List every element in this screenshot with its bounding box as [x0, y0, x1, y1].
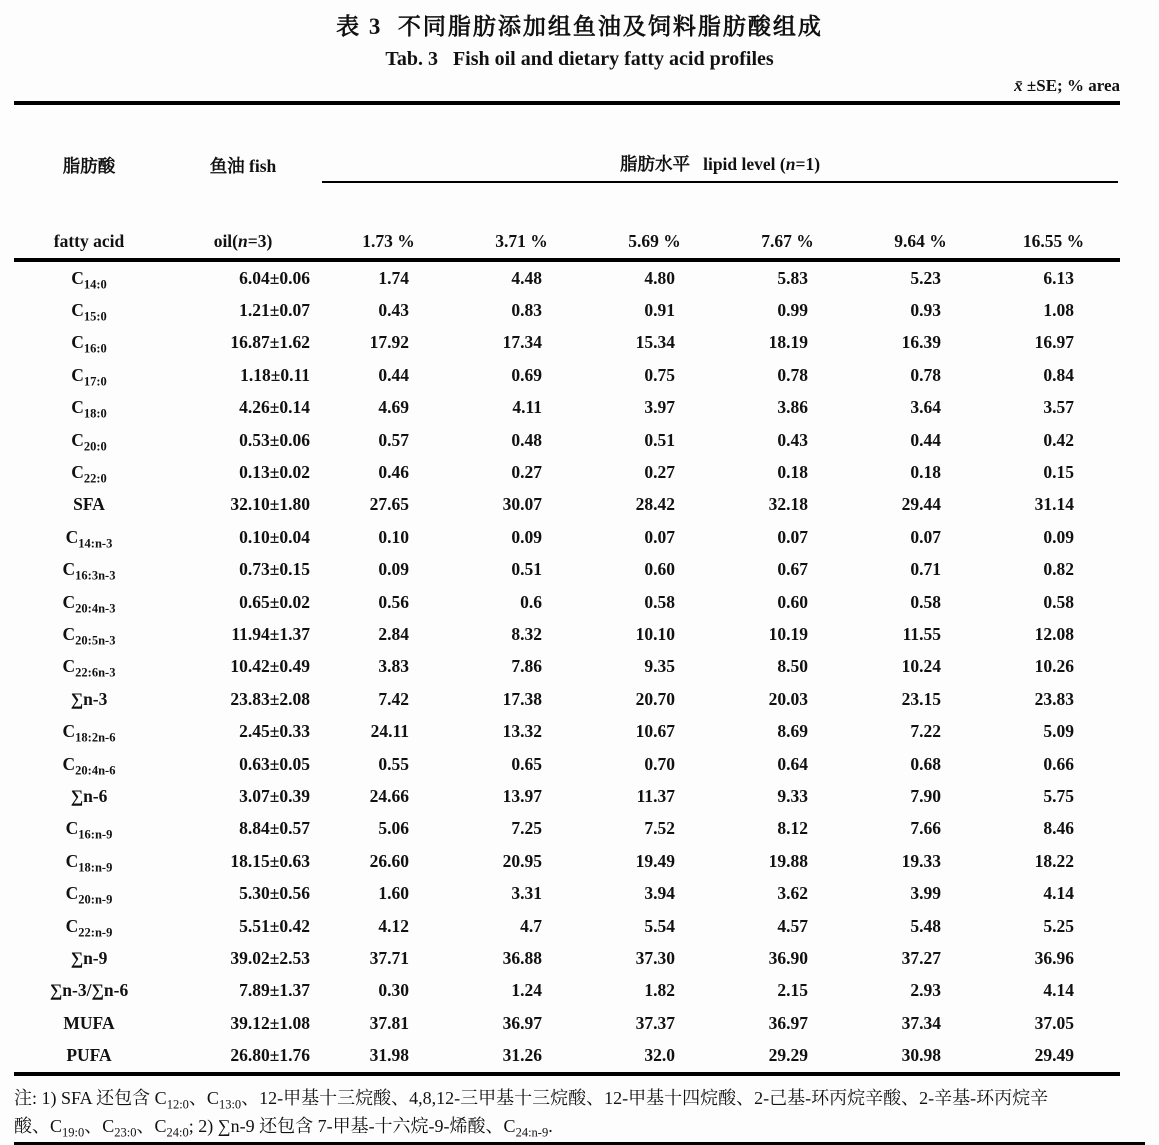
lipid-value: 19.49	[635, 850, 675, 871]
row-label: ∑n-3	[70, 688, 108, 709]
lipid-value: 17.34	[502, 332, 542, 353]
row-label: $C_{15:0}$	[71, 300, 107, 324]
lipid-value: 0.6	[520, 591, 542, 612]
header-row-top	[14, 103, 1120, 225]
lipid-value: 7.25	[511, 818, 542, 839]
fish-oil-value: 5.51±0.42	[239, 915, 310, 936]
table-row	[14, 260, 1120, 294]
lipid-value: 0.10	[378, 526, 409, 547]
table-row	[14, 877, 1120, 909]
table-row	[14, 975, 1120, 1007]
lipid-value: 5.83	[777, 267, 808, 288]
lipid-value: 32.0	[644, 1045, 675, 1066]
lipid-value: 23.15	[901, 688, 941, 709]
row-label: $C_{16:n-9}$	[65, 818, 113, 842]
fish-oil-value: 11.94±1.37	[231, 623, 310, 644]
lipid-value: 8.12	[777, 818, 808, 839]
lipid-value: 0.09	[378, 559, 409, 580]
lipid-value: 8.46	[1043, 818, 1074, 839]
fish-oil-value: 0.73±0.15	[239, 559, 310, 580]
lipid-value: 6.13	[1043, 267, 1074, 288]
lipid-value: 36.88	[502, 947, 542, 968]
row-label: $C_{22:n-9}$	[65, 915, 113, 939]
lipid-value: 2.84	[378, 623, 409, 644]
lipid-value: 8.32	[511, 623, 542, 644]
header-lipid-level-1: 1.73 %	[362, 231, 415, 251]
lipid-value: 3.31	[511, 883, 542, 904]
lipid-value: 5.75	[1043, 785, 1074, 806]
lipid-value: 0.46	[378, 462, 409, 483]
lipid-value: 0.07	[777, 526, 808, 547]
lipid-value: 0.43	[378, 300, 409, 321]
table-row	[14, 748, 1120, 780]
table-row	[14, 1039, 1120, 1073]
lipid-value: 37.30	[635, 947, 675, 968]
lipid-value: 15.34	[635, 332, 675, 353]
lipid-value: 0.78	[777, 364, 808, 385]
table-row	[14, 294, 1120, 326]
header-lipid-level-5: 9.64 %	[894, 231, 947, 251]
lipid-value: 36.97	[502, 1012, 542, 1033]
lipid-value: 18.19	[768, 332, 808, 353]
table-row	[14, 327, 1120, 359]
row-label: $C_{18:n-9}$	[65, 850, 113, 875]
lipid-value: 0.44	[910, 429, 941, 450]
table-row	[14, 1007, 1120, 1039]
lipid-value: 0.55	[378, 753, 409, 774]
lipid-value: 5.54	[644, 915, 675, 936]
lipid-value: 29.29	[768, 1045, 808, 1066]
lipid-value: 0.99	[777, 300, 808, 321]
header-fish-oil-line1: 鱼油 fish	[209, 155, 277, 176]
lipid-value: 7.66	[910, 818, 941, 839]
lipid-value: 0.18	[910, 462, 941, 483]
lipid-value: 37.81	[369, 1012, 409, 1033]
lipid-value: 3.97	[644, 397, 675, 418]
table-body	[14, 260, 1120, 1074]
lipid-value: 37.34	[901, 1012, 941, 1033]
lipid-value: 3.57	[1043, 397, 1074, 418]
lipid-value: 10.19	[768, 623, 808, 644]
row-label: $C_{20:n-9}$	[65, 883, 113, 907]
fish-oil-value: 3.07±0.39	[239, 785, 310, 806]
lipid-value: 0.60	[644, 559, 675, 580]
lipid-value: 24.11	[370, 721, 409, 742]
table-row	[14, 392, 1120, 424]
lipid-value: 0.91	[644, 300, 675, 321]
lipid-value: 4.48	[511, 267, 542, 288]
lipid-value: 4.69	[378, 397, 409, 418]
fish-oil-value: 23.83±2.08	[230, 688, 310, 709]
lipid-value: 3.83	[378, 656, 409, 677]
lipid-value: 3.64	[910, 397, 941, 418]
fish-oil-value: 18.15±0.63	[230, 850, 310, 871]
row-label: ∑n-3/∑n-6	[49, 980, 129, 1001]
footnote	[14, 1084, 1145, 1140]
lipid-value: 17.92	[369, 332, 409, 353]
lipid-value: 0.18	[777, 462, 808, 483]
table-row	[14, 424, 1120, 456]
lipid-value: 3.94	[644, 883, 675, 904]
table-row	[14, 521, 1120, 553]
lipid-value: 4.11	[512, 397, 542, 418]
table-row	[14, 813, 1120, 845]
lipid-value: 8.69	[777, 721, 808, 742]
table-row	[14, 651, 1120, 683]
lipid-value: 0.44	[378, 364, 409, 385]
lipid-value: 0.57	[378, 429, 409, 450]
lipid-value: 0.07	[910, 526, 941, 547]
fish-oil-value: 1.21±0.07	[239, 300, 310, 321]
lipid-value: 0.78	[910, 364, 941, 385]
table-row	[14, 456, 1120, 488]
table-row	[14, 845, 1120, 877]
lipid-value: 7.86	[511, 656, 542, 677]
table-row	[14, 910, 1120, 942]
lipid-value: 9.35	[644, 656, 675, 677]
footnote-line-2: 酸、$C_{19:0}$、$C_{23:0}$、$C_{24:0}$; 2) ∑n-9 还包含 7-甲基-十六烷-9-烯酸、$C_{24:n-9}$.	[14, 1115, 553, 1140]
lipid-value: 1.24	[511, 980, 542, 1001]
lipid-value: 5.25	[1043, 915, 1074, 936]
lipid-value: 4.14	[1043, 980, 1074, 1001]
lipid-value: 0.83	[511, 300, 542, 321]
fish-oil-value: 0.63±0.05	[239, 753, 310, 774]
row-label: $C_{20:4n-3}$	[62, 591, 116, 616]
lipid-value: 19.33	[901, 850, 941, 871]
header-row-bottom	[14, 225, 1120, 260]
lipid-value: 9.33	[777, 785, 808, 806]
lipid-value: 4.57	[777, 915, 808, 936]
table-title-en: Tab. 3 Fish oil and dietary fatty acid profiles	[385, 48, 774, 70]
lipid-value: 0.58	[644, 591, 675, 612]
lipid-value: 0.15	[1043, 462, 1074, 483]
fish-oil-value: 0.53±0.06	[239, 429, 310, 450]
fish-oil-value: 2.45±0.33	[239, 721, 310, 742]
lipid-value: 0.84	[1043, 364, 1074, 385]
fish-oil-value: 5.30±0.56	[239, 883, 310, 904]
lipid-value: 5.48	[910, 915, 941, 936]
lipid-value: 2.93	[910, 980, 941, 1001]
row-label: SFA	[73, 494, 105, 515]
bottom-rule	[14, 1142, 1145, 1145]
lipid-value: 36.96	[1034, 947, 1074, 968]
lipid-value: 20.03	[768, 688, 808, 709]
lipid-value: 0.51	[511, 559, 542, 580]
table-row	[14, 359, 1120, 391]
lipid-value: 30.98	[901, 1045, 941, 1066]
lipid-value: 0.58	[1043, 591, 1074, 612]
lipid-value: 16.97	[1034, 332, 1074, 353]
lipid-value: 0.69	[511, 364, 542, 385]
lipid-value: 0.75	[644, 364, 675, 385]
lipid-value: 5.09	[1043, 721, 1074, 742]
table-row	[14, 715, 1120, 747]
lipid-value: 16.39	[901, 332, 941, 353]
lipid-value: 0.27	[644, 462, 675, 483]
lipid-value: 18.22	[1034, 850, 1074, 871]
header-lipid-level-2: 3.71 %	[495, 231, 548, 251]
lipid-value: 0.58	[910, 591, 941, 612]
row-label: $C_{20:5n-3}$	[62, 623, 116, 648]
header-lipid-level-3: 5.69 %	[628, 231, 681, 251]
lipid-value: 3.86	[777, 397, 808, 418]
lipid-value: 24.66	[369, 785, 409, 806]
row-label: $C_{16:0}$	[71, 332, 107, 356]
row-label: $C_{14:n-3}$	[65, 526, 113, 551]
lipid-value: 7.42	[378, 688, 409, 709]
row-label: PUFA	[66, 1045, 112, 1066]
lipid-value: 4.80	[644, 267, 675, 288]
lipid-value: 37.05	[1034, 1012, 1074, 1033]
lipid-value: 1.08	[1043, 300, 1074, 321]
lipid-value: 37.27	[901, 947, 941, 968]
fatty-acid-table	[14, 101, 1120, 1076]
lipid-value: 8.50	[777, 656, 808, 677]
lipid-value: 19.88	[768, 850, 808, 871]
lipid-value: 11.37	[636, 785, 675, 806]
lipid-value: 2.15	[777, 980, 808, 1001]
lipid-value: 27.65	[369, 494, 409, 515]
lipid-value: 1.82	[644, 980, 675, 1001]
lipid-value: 4.7	[520, 915, 542, 936]
lipid-value: 4.12	[378, 915, 409, 936]
lipid-value: 13.97	[502, 785, 542, 806]
header-lipid-level-4: 7.67 %	[761, 231, 814, 251]
lipid-value: 0.56	[378, 591, 409, 612]
fish-oil-value: 16.87±1.62	[230, 332, 310, 353]
fish-oil-value: 7.89±1.37	[239, 980, 310, 1001]
fish-oil-value: 39.02±2.53	[230, 947, 310, 968]
lipid-value: 37.71	[369, 947, 409, 968]
lipid-value: 5.06	[378, 818, 409, 839]
table-row	[14, 586, 1120, 618]
lipid-value: 36.90	[768, 947, 808, 968]
table-row	[14, 683, 1120, 715]
unit-note: x̄ ±SE; % area	[1014, 76, 1120, 95]
lipid-value: 7.90	[910, 785, 941, 806]
row-label: MUFA	[63, 1012, 115, 1033]
lipid-value: 0.30	[378, 980, 409, 1001]
lipid-value: 0.60	[777, 591, 808, 612]
lipid-value: 17.38	[502, 688, 542, 709]
lipid-value: 5.23	[910, 267, 941, 288]
lipid-value: 4.14	[1043, 883, 1074, 904]
lipid-value: 0.42	[1043, 429, 1074, 450]
fish-oil-value: 8.84±0.57	[239, 818, 310, 839]
header-fatty-acid-en: fatty acid	[53, 231, 125, 251]
table-row	[14, 618, 1120, 650]
row-label: $C_{20:4n-6}$	[62, 753, 116, 778]
header-fatty-acid-zh: 脂肪酸	[62, 155, 116, 176]
header-lipid-level-6: 16.55 %	[1022, 231, 1085, 251]
lipid-value: 10.24	[901, 656, 941, 677]
row-label: ∑n-6	[70, 785, 108, 806]
lipid-value: 30.07	[502, 494, 542, 515]
row-label: $C_{20:0}$	[71, 429, 107, 454]
table-row	[14, 554, 1120, 586]
lipid-value: 0.09	[511, 526, 542, 547]
lipid-value: 10.67	[635, 721, 675, 742]
header-lipid-level-group	[322, 103, 1120, 225]
lipid-value: 3.99	[910, 883, 941, 904]
row-label: $C_{22:0}$	[71, 462, 107, 486]
lipid-value: 0.66	[1043, 753, 1074, 774]
lipid-value: 1.74	[378, 267, 409, 288]
row-label: $C_{22:6n-3}$	[62, 656, 116, 680]
lipid-value: 0.07	[644, 526, 675, 547]
table-row	[14, 942, 1120, 974]
row-label: ∑n-9	[70, 947, 108, 968]
lipid-value: 0.51	[644, 429, 675, 450]
fish-oil-value: 4.26±0.14	[239, 397, 310, 418]
lipid-value: 0.71	[910, 559, 941, 580]
lipid-value: 7.52	[644, 818, 675, 839]
table-header	[14, 103, 1120, 260]
lipid-value: 12.08	[1034, 623, 1074, 644]
lipid-value: 13.32	[502, 721, 542, 742]
fish-oil-value: 6.04±0.06	[239, 267, 310, 288]
table-row	[14, 489, 1120, 521]
row-label: $C_{18:2n-6}$	[62, 721, 116, 745]
lipid-value: 10.26	[1034, 656, 1074, 677]
row-label: $C_{16:3n-3}$	[62, 559, 116, 583]
fish-oil-value: 32.10±1.80	[230, 494, 310, 515]
fish-oil-value: 10.42±0.49	[230, 656, 310, 677]
row-label: $C_{14:0}$	[71, 267, 107, 292]
lipid-value: 29.49	[1034, 1045, 1074, 1066]
lipid-value: 31.26	[502, 1045, 542, 1066]
lipid-value: 0.70	[644, 753, 675, 774]
lipid-value: 32.18	[768, 494, 808, 515]
fish-oil-value: 26.80±1.76	[230, 1045, 310, 1066]
lipid-value: 29.44	[901, 494, 941, 515]
lipid-value: 10.10	[635, 623, 675, 644]
lipid-value: 26.60	[369, 850, 409, 871]
lipid-value: 37.37	[635, 1012, 675, 1033]
lipid-value: 11.55	[902, 623, 941, 644]
lipid-value: 3.62	[777, 883, 808, 904]
row-label: $C_{17:0}$	[71, 364, 107, 389]
lipid-value: 7.22	[910, 721, 941, 742]
lipid-value: 0.09	[1043, 526, 1074, 547]
lipid-value: 20.95	[502, 850, 542, 871]
lipid-value: 0.64	[777, 753, 808, 774]
header-fish-oil-line2: oil(n=3)	[213, 231, 273, 251]
lipid-value: 0.67	[777, 559, 808, 580]
lipid-value: 0.43	[777, 429, 808, 450]
lipid-value: 36.97	[768, 1012, 808, 1033]
table-title-zh: 表 3 不同脂肪添加组鱼油及饲料脂肪酸组成	[336, 14, 823, 39]
lipid-value: 0.65	[511, 753, 542, 774]
lipid-value: 0.68	[910, 753, 941, 774]
fish-oil-value: 0.65±0.02	[239, 591, 310, 612]
footnote-line-1: 注: 1) SFA 还包含 $C_{12:0}$、$C_{13:0}$、12-甲基十三烷酸、4,8,12-三甲基十三烷酸、12-甲基十四烷酸、2-己基-环丙烷辛酸、2-辛基-环丙烷辛	[14, 1087, 1049, 1112]
row-label: $C_{18:0}$	[71, 397, 107, 421]
lipid-value: 0.82	[1043, 559, 1074, 580]
fish-oil-value: 39.12±1.08	[230, 1012, 310, 1033]
header-lipid-level-label: 脂肪水平 lipid level (n=1)	[322, 151, 1118, 183]
fish-oil-value: 0.13±0.02	[239, 462, 310, 483]
lipid-value: 31.98	[369, 1045, 409, 1066]
fish-oil-value: 1.18±0.11	[240, 364, 310, 385]
lipid-value: 20.70	[635, 688, 675, 709]
lipid-value: 0.93	[910, 300, 941, 321]
fish-oil-value: 0.10±0.04	[239, 526, 310, 547]
lipid-value: 23.83	[1034, 688, 1074, 709]
lipid-value: 28.42	[635, 494, 675, 515]
table-row	[14, 780, 1120, 812]
lipid-value: 0.27	[511, 462, 542, 483]
lipid-value: 1.60	[378, 883, 409, 904]
lipid-value: 0.48	[511, 429, 542, 450]
lipid-value: 31.14	[1034, 494, 1074, 515]
